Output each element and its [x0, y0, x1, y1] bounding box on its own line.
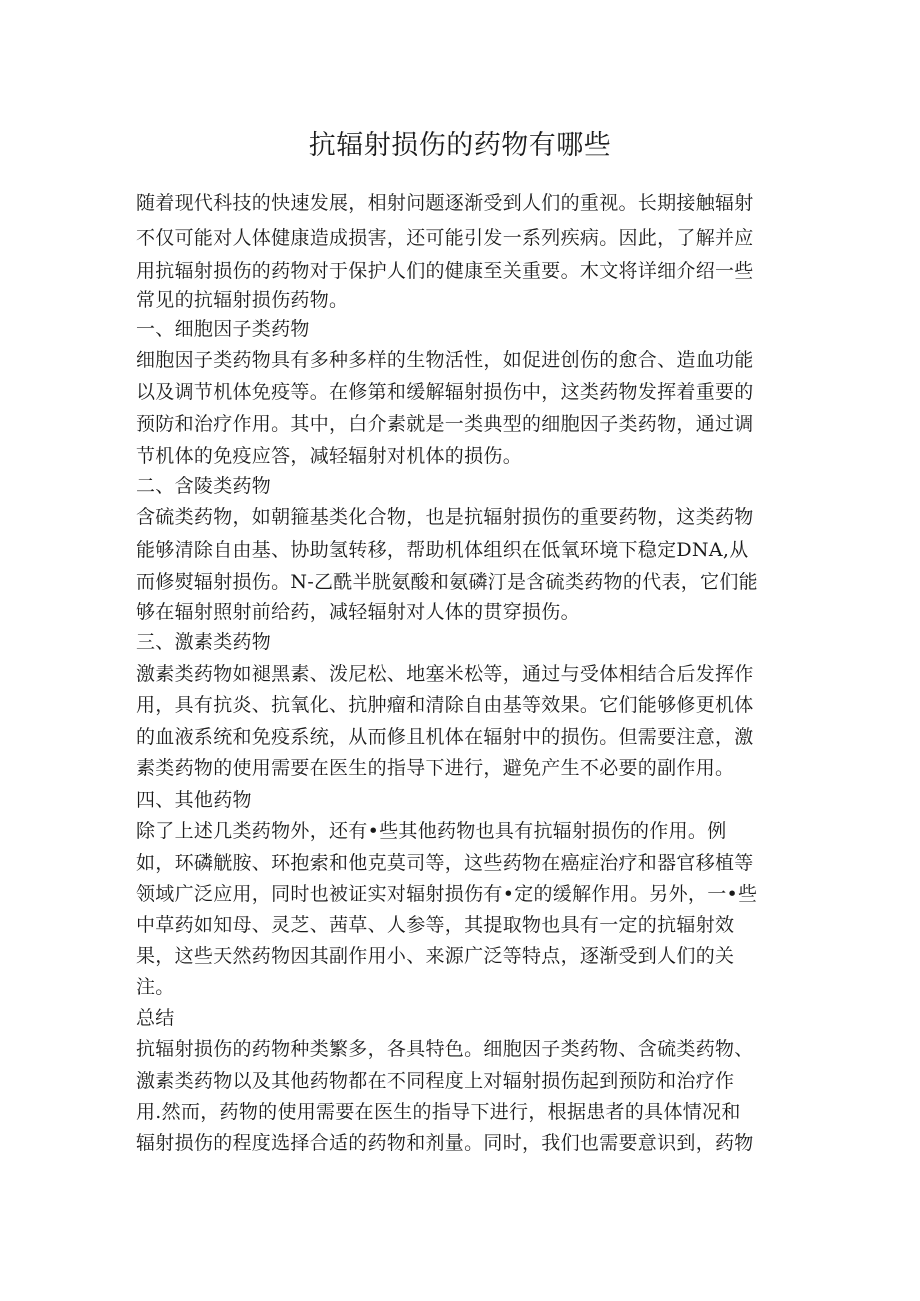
document-title: 抗辐射损伤的药物有哪些	[308, 130, 612, 161]
paragraph-line: 而修熨辐射损伤。N-乙酰半胱氨酸和氨磷汀是含硫类药物的代表，它们能	[136, 571, 758, 593]
paragraph-line: 领域广泛应用，同时也被证实对辐射损伤有•定的缓解作用。另外，一•些	[136, 883, 758, 905]
paragraph-line: 用抗辐射损伤的药物对于保护人们的健康至关重要。木文将详细介绍一些	[136, 260, 754, 282]
section-heading: 四、其他药物	[136, 789, 252, 811]
paragraph-line: 抗辐射损伤的药物种类繁多，各具特色。细胞因子类药物、含硫类药物、	[136, 1038, 754, 1060]
section-heading: 一、细胞因子类药物	[136, 318, 310, 340]
paragraph-line: 用.然而，药物的使用需要在医生的指导下进行，根据患者的具体情况和	[136, 1101, 741, 1123]
paragraph-line: 中草药如知母、灵芝、茜草、人参等，其提取物也具有一定的抗辐射效	[136, 914, 735, 936]
section-heading: 二、含陵类药物	[136, 475, 272, 497]
paragraph-line: 注。	[136, 976, 175, 998]
paragraph-line: 素类药物的使用需要在医生的指导下进行，避免产生不必要的副作用。	[136, 757, 735, 779]
paragraph-line: 常见的抗辐射损伤药物。	[136, 289, 349, 311]
paragraph-line: 激素类药物以及其他药物都在不同程度上对辐射损伤起到预防和治疗作	[136, 1070, 735, 1092]
paragraph-line: 不仅可能对人体健康造成损害，还可能引发一系列疾病。因此，了解并应	[136, 227, 754, 249]
paragraph-line: 节机体的免疫应答，减轻辐射对机体的损伤。	[136, 445, 523, 467]
paragraph-line: 够在辐射照射前给药，减轻辐射对人体的贯穿损伤。	[136, 601, 580, 623]
paragraph-line: 细胞因子类药物具有多种多样的生物活性，如促进创伤的愈合、造血功能	[136, 349, 754, 371]
paragraph-line: 辐射损伤的程度选择合适的药物和剂量。同时，我们也需要意识到，药物	[136, 1132, 754, 1154]
paragraph-line: 含硫类药物，如朝箍基类化合物，也是抗辐射损伤的重要药物，这类药物	[136, 506, 754, 528]
paragraph-line: 随着现代科技的快速发展，相射问题逐渐受到人们的重视。长期接触辐射	[136, 192, 754, 214]
paragraph-line: 用，具有抗炎、抗氧化、抗肿瘤和清除自由基等效果。它们能够修更机体	[136, 694, 754, 716]
paragraph-line: 如，环磷觥胺、环抱索和他克莫司等，这些药物在癌症治疗和器官移植等	[136, 852, 754, 874]
paragraph-line: 以及调节机体免疫等。在修第和缓解辐射损伤中，这类药物发挥着重要的	[136, 381, 754, 403]
section-heading: 总结	[136, 1007, 175, 1029]
paragraph-line: 果，这些天然药物因其副作用小、来源广泛等特点，逐渐受到人们的关	[136, 945, 735, 967]
section-heading: 三、激素类药物	[136, 631, 272, 653]
paragraph-line: 激素类药物如褪黑素、泼尼松、地塞米松等，通过与受体相结合后发挥作	[136, 663, 754, 685]
paragraph-line: 预防和治疗作用。其中，白介素就是一类典型的细胞因子类药物，通过调	[136, 413, 754, 435]
paragraph-line: 除了上述几类药物外，还有•些其他药物也具有抗辐射损伤的作用。例	[136, 820, 727, 842]
paragraph-line: 能够清除自由基、协助氢转移，帮助机体组织在低氧环境下稳定DNA,从	[136, 539, 749, 561]
paragraph-line: 的血液系统和免疫系统，从而修且机体在辐射中的损伤。但需要注意，激	[136, 726, 754, 748]
